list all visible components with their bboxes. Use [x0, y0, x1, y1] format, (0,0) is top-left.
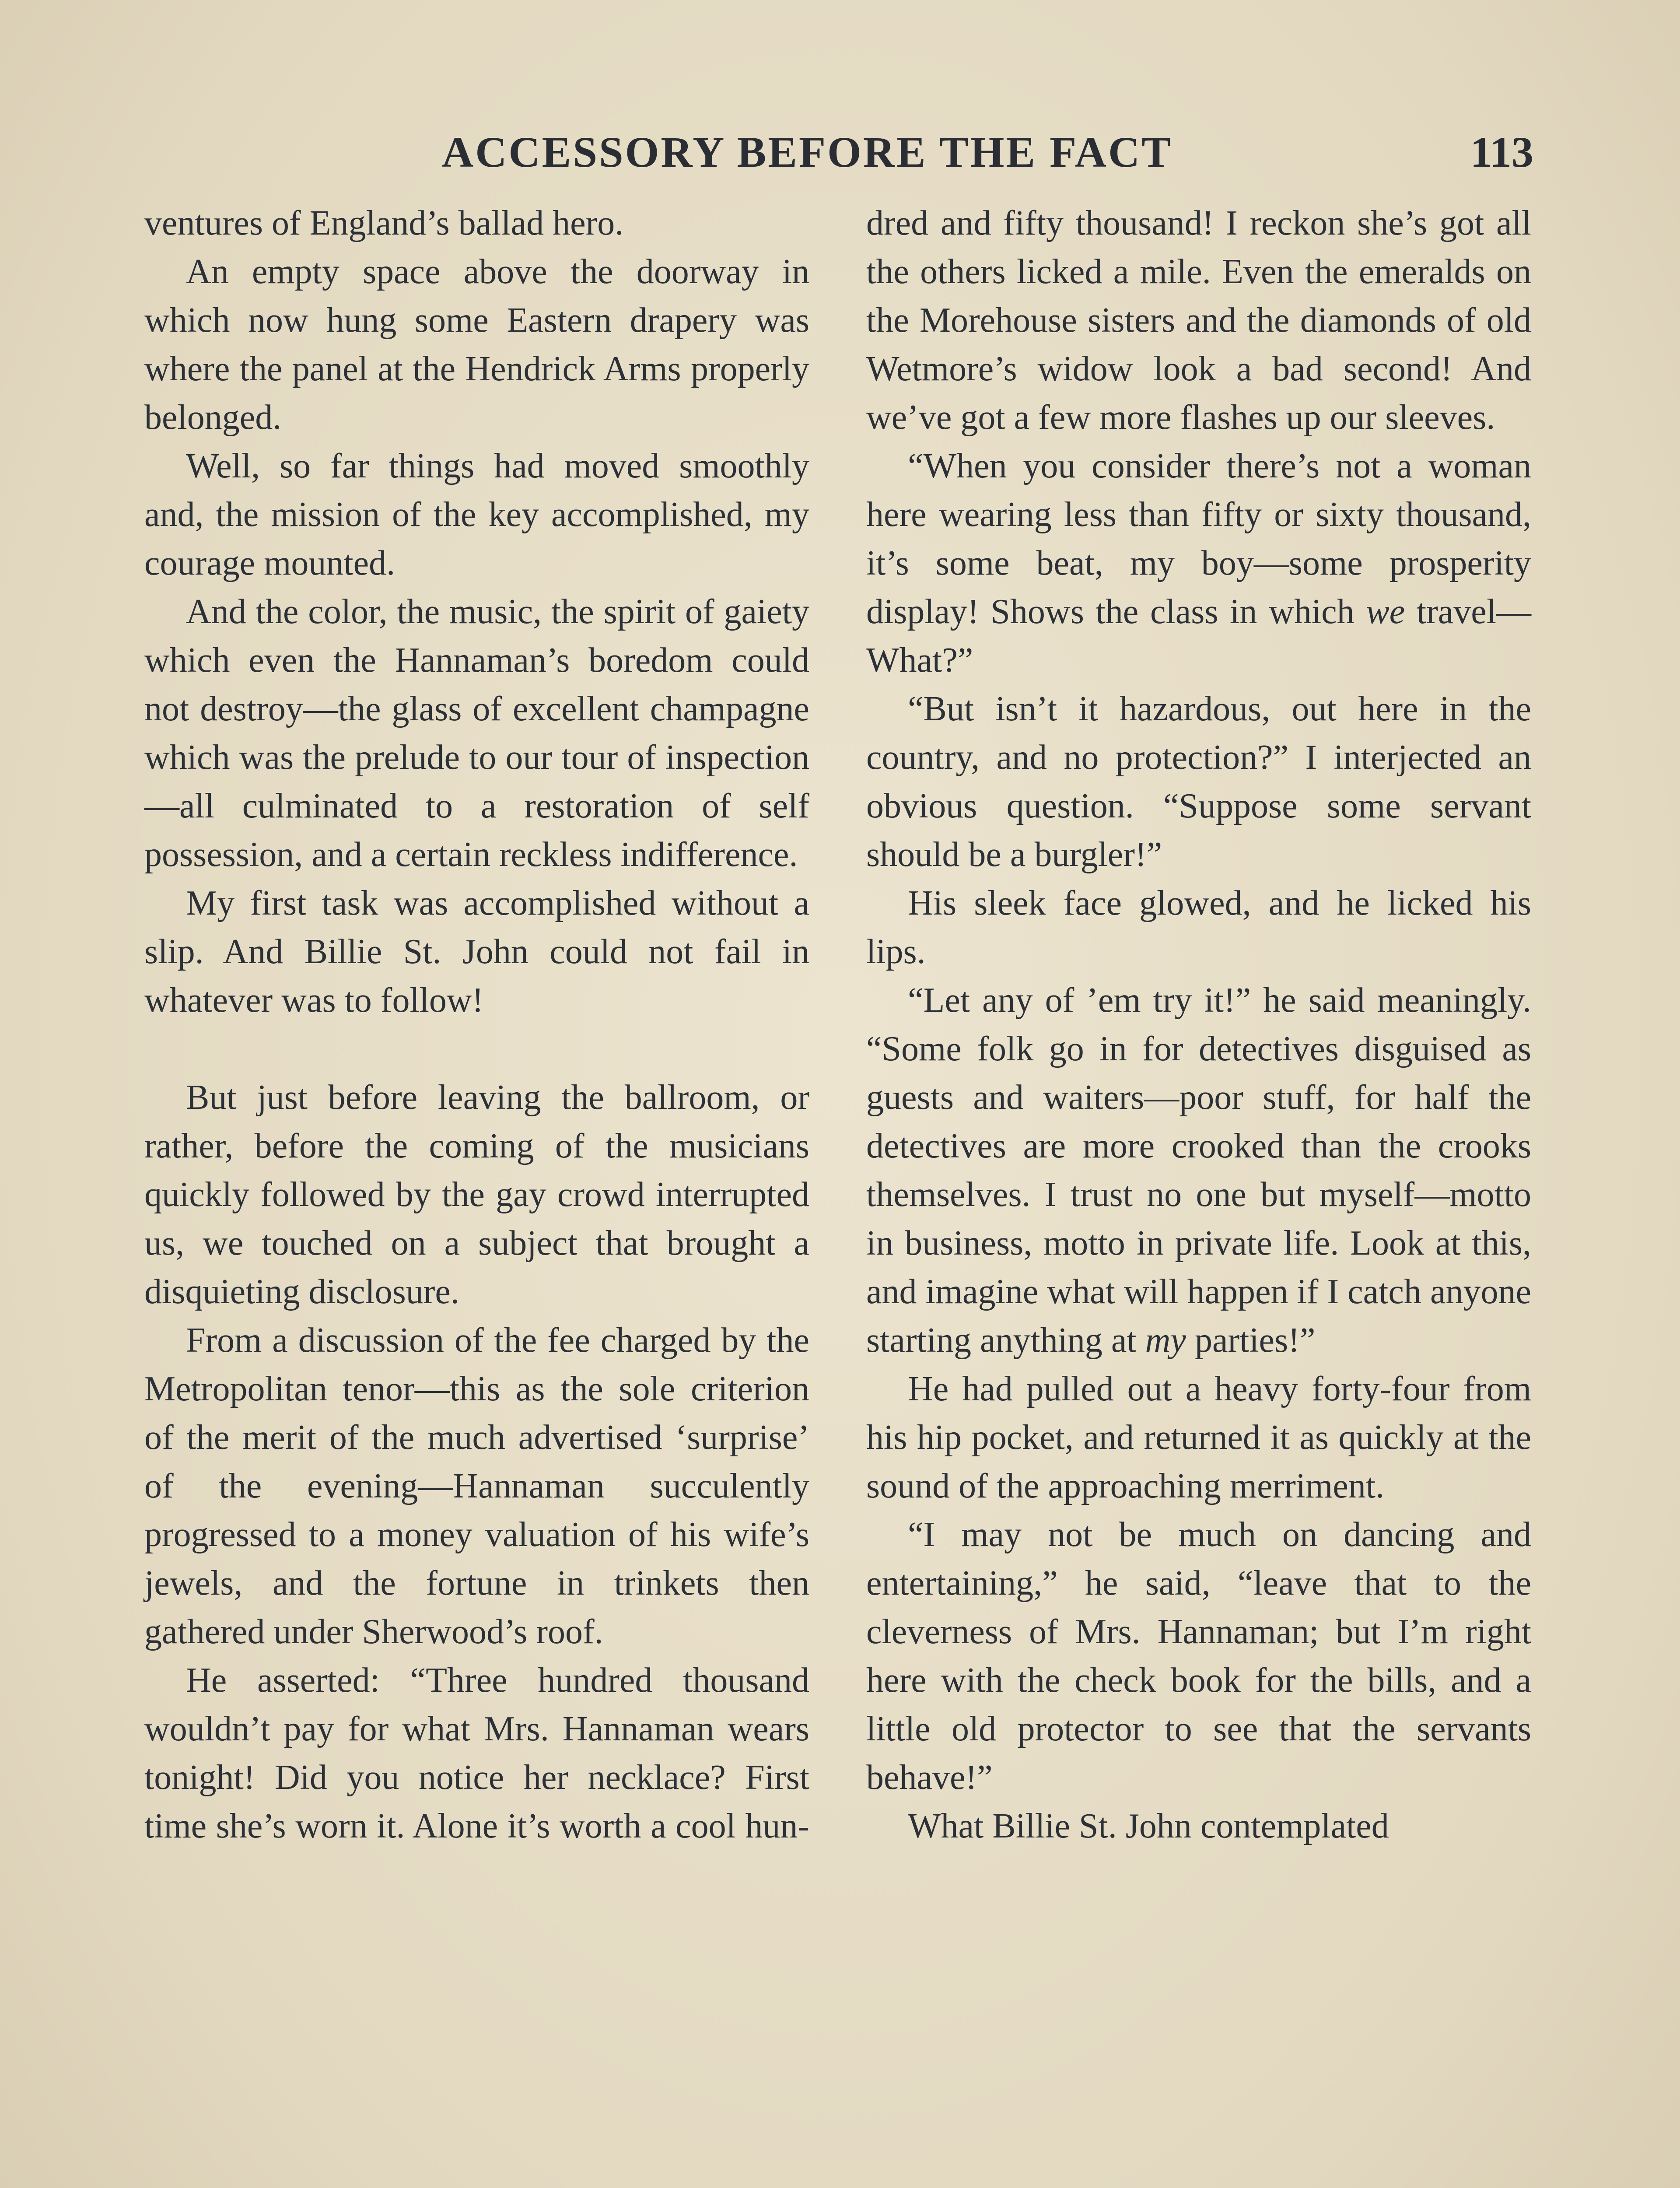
paragraph-6: But just before leaving the ballroom, or rather, before the coming of the musicians quickly followed by the gay crowd interrupted us, we touched on a subject that brought a disquieting disclosure. — [144, 1078, 809, 1311]
paragraph-7: From a discussion of the fee charged by the Metropolitan tenor—this as the sole criterion of the merit of the much advertised ‘surprise’ of the evening—Hannaman succulently progressed to a money valuation of his wife’s jewels, and the fortune in trinkets then gathered under Sherwood’s roof. — [144, 1321, 809, 1651]
text-run: parties!” — [1186, 1321, 1316, 1360]
paragraph-4: And the color, the music, the spirit of gaiety which even the Hannaman’s boredom could not destroy—the glass of excellent champagne which was the prelude to our tour of inspection—all culminated to a restoration of self possession, and a certain reckless indifference. — [144, 593, 809, 874]
paragraph-1: dred and fifty thousand! I reckon she’s got all the others licked a mile. Even the emeralds on the Morehouse sisters and the diamonds of old Wetmore’s widow look a bad second! And we’ve got a few more flashes up our sleeves. — [866, 204, 1531, 437]
paragraph-3: Well, so far things had moved smoothly and, the mission of the key accomplished, my courage mounted. — [144, 447, 809, 582]
left-column — [144, 199, 809, 1851]
paragraph-4: His sleek face glowed, and he licked his lips. — [866, 884, 1531, 971]
paragraph-7: “I may not be much on dancing and entertaining,” he said, “leave that to the cleverness of Mrs. Hannaman; but I’m right here with the check book for the bills, and a little old protector to see that the servants behave!” — [866, 1515, 1531, 1797]
paragraph-6: He had pulled out a heavy forty-four from his hip pocket, and returned it as quickly at the sound of the approaching merriment. — [866, 1370, 1531, 1505]
text-run: travel—What?” — [866, 593, 1532, 680]
paragraph-2 — [866, 442, 1531, 685]
running-title: ACCESSORY BEFORE THE FACT — [442, 128, 1172, 176]
text-run: “When you consider there’s not a woman here wearing less than fifty or sixty thousand, it’s some beat, my boy—some prosperity display! Shows the class in which — [866, 447, 1531, 631]
paragraph-8: What Billie St. John contemplated — [908, 1807, 1389, 1845]
right-column — [866, 199, 1531, 1851]
paragraph-2: An empty space above the doorway in which now hung some Eastern drapery was where the panel at the Hendrick Arms properly belonged. — [144, 252, 809, 437]
text-run: “Let any of ’em try it!” he said meaningly. “Some folk go in for detectives disguised as guests and waiters—poor stuff, for half the detectives are more crooked than the crooks themselves. I trust no one but myself—motto in business, motto in private life. Look at this, and imagine what will happen if I catch anyone starting anything at — [866, 981, 1531, 1360]
paragraph-3: “But isn’t it hazardous, out here in the country, and no protection?” I interjected an obvious question. “Suppose some servant should be a burgler!” — [866, 690, 1531, 874]
emphasis: my — [1145, 1321, 1186, 1360]
emphasis: we — [1366, 593, 1405, 631]
paragraph-1: ventures of England’s ballad hero. — [144, 204, 624, 242]
paragraph-8: He asserted: “Three hundred thousand wouldn’t pay for what Mrs. Hannaman wears tonight! Did you notice her necklace? First time she’s worn it. Alone it’s worth a cool hun- — [144, 1661, 809, 1845]
page-number: 113 — [1470, 128, 1533, 176]
paragraph-5 — [866, 976, 1531, 1365]
paragraph-5: My first task was accomplished without a slip. And Billie St. John could not fail in whatever was to follow! — [144, 884, 809, 1020]
